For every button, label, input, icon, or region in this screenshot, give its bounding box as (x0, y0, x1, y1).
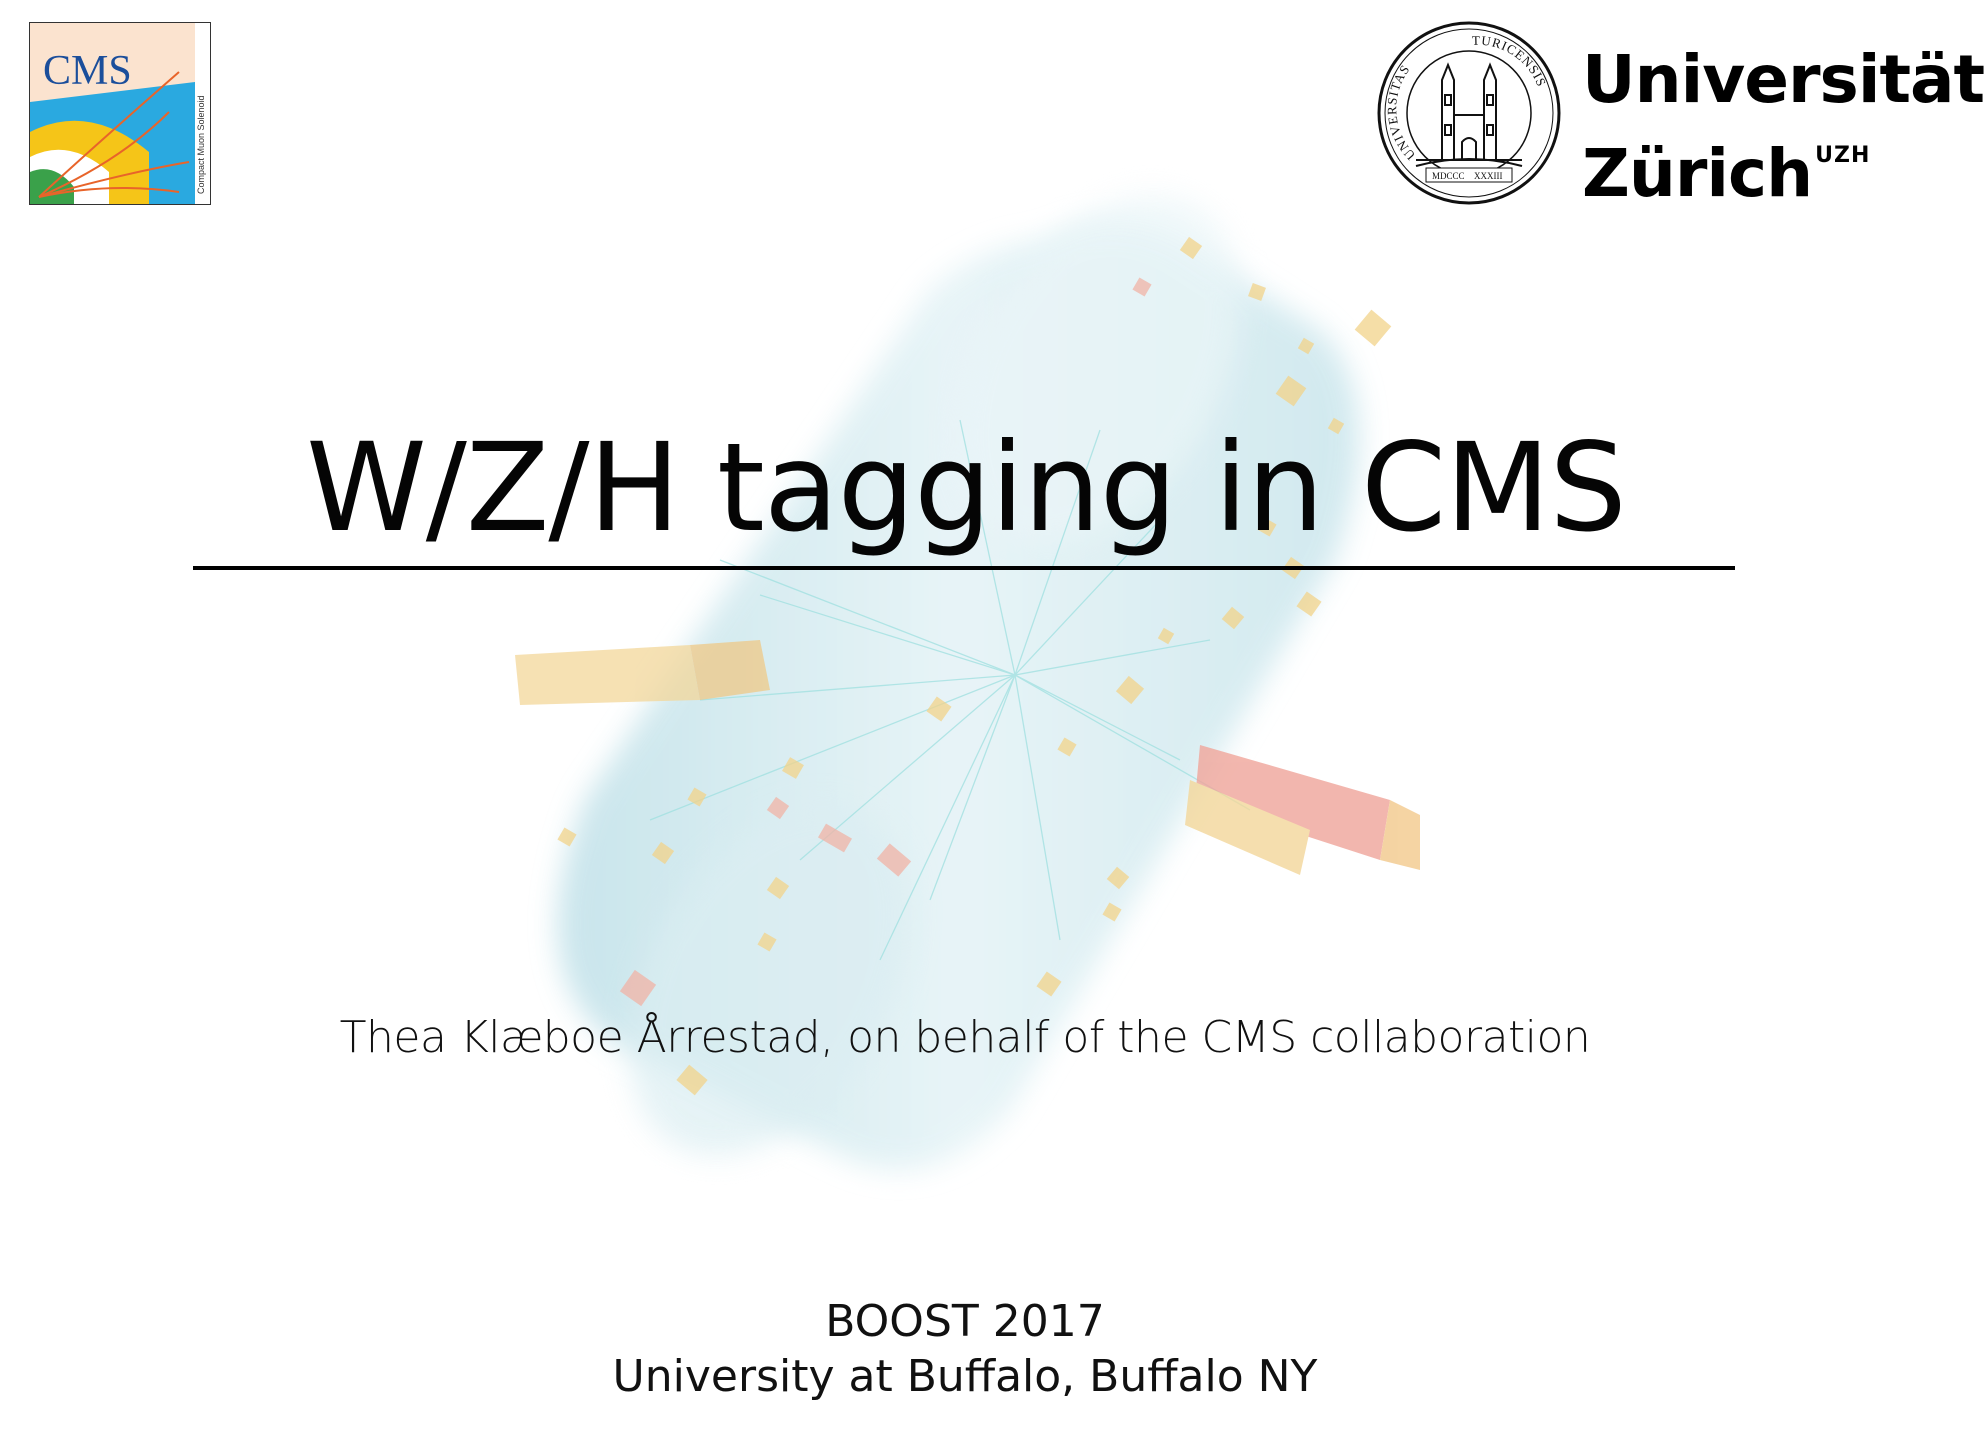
cms-logo-subtitle: Compact Muon Solenoid (196, 95, 206, 194)
conference-venue: University at Buffalo, Buffalo NY (612, 1351, 1318, 1402)
seal-text-left: UNIVERSITAS (1384, 61, 1419, 164)
left-jet (515, 640, 770, 705)
cms-logo-text: CMS (43, 48, 132, 94)
uzh-wordmark-line1: Universität (1582, 41, 1984, 118)
cms-logo (29, 22, 211, 205)
uzh-wordmark-line2 (1582, 118, 1916, 212)
slide-title: W/Z/H tagging in CMS (306, 417, 1626, 559)
uzh-wordmark (1582, 41, 1984, 212)
seal-year-left: MDCCC (1432, 171, 1465, 181)
right-jet (1185, 745, 1420, 875)
title-underline (193, 566, 1735, 570)
seal-year-right: XXXIII (1474, 171, 1503, 181)
author-line: Thea Klæboe Årrestad, on behalf of the CMS collaboration (339, 1012, 1591, 1063)
conference-name: BOOST 2017 (825, 1296, 1105, 1347)
uzh-seal (1376, 20, 1562, 206)
uzh-wordmark-zurich: Zürich (1582, 135, 1813, 212)
seal-text-right: TURICENSIS (1471, 32, 1550, 90)
uzh-wordmark-sup: UZH (1815, 143, 1871, 168)
